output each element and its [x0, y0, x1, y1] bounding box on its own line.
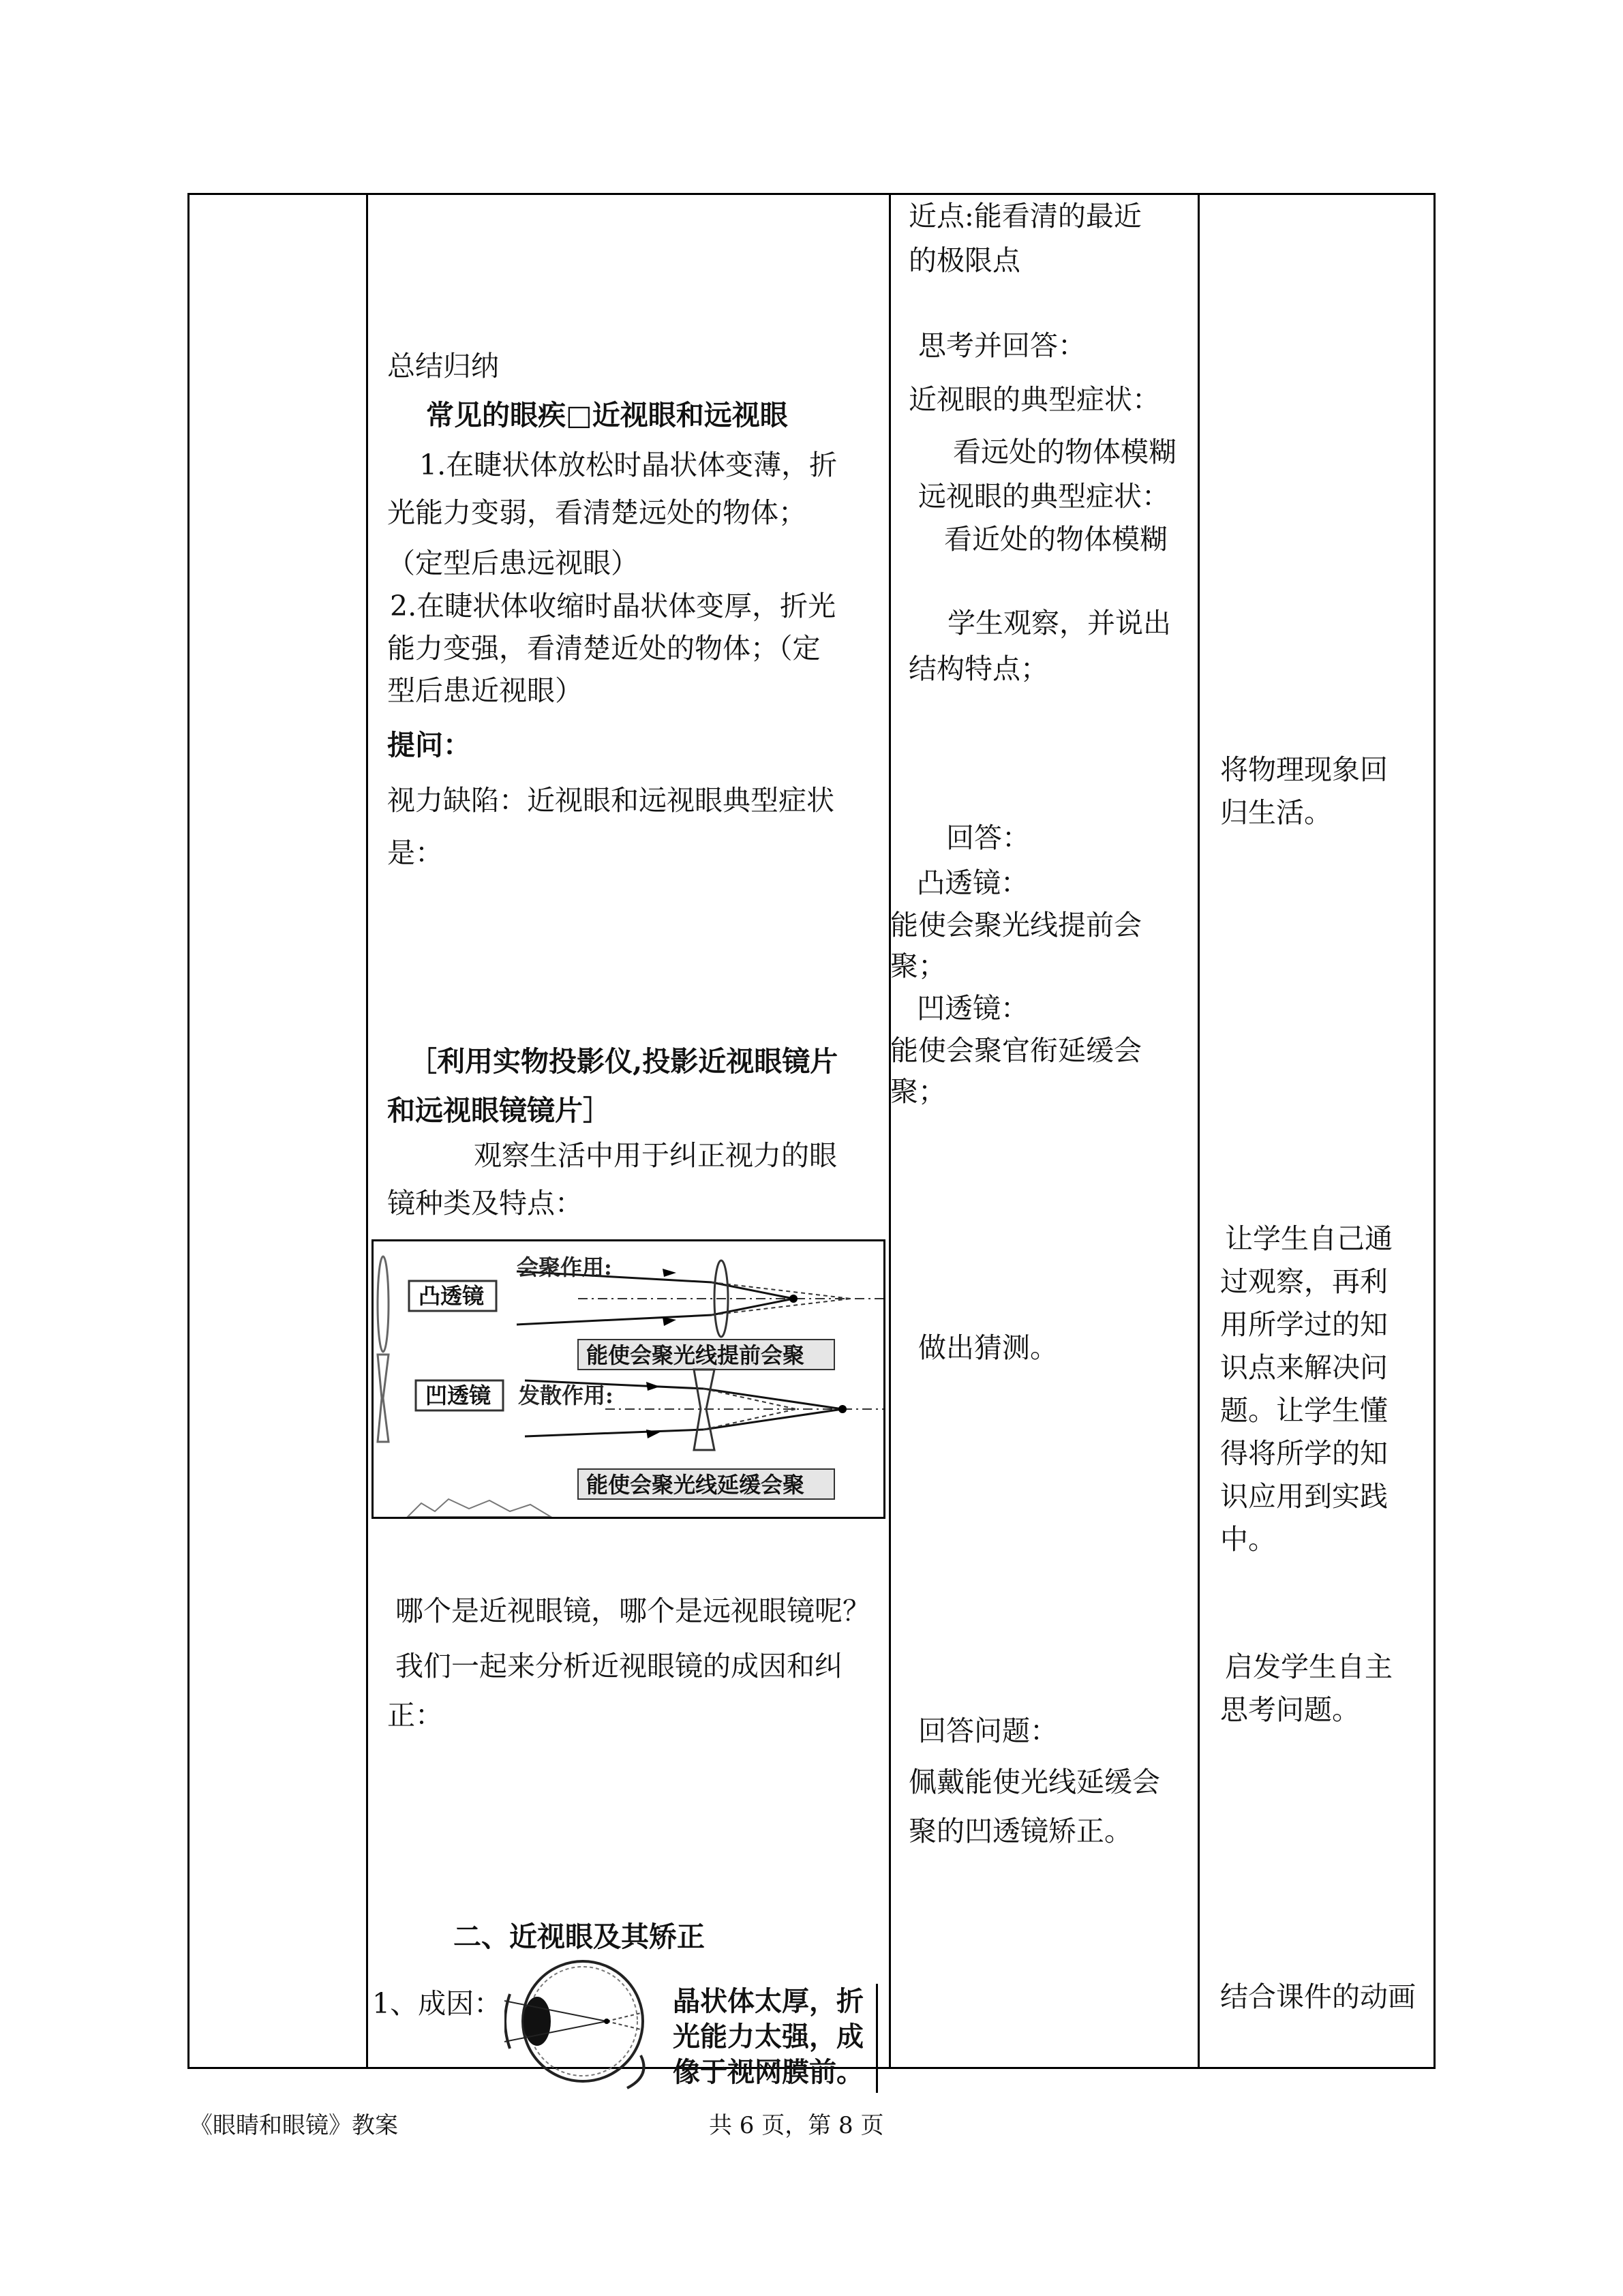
paragraph-line: 型后患近视眼） [387, 674, 583, 707]
observe-line: 镜种类及特点： [387, 1187, 583, 1220]
myopia-symptom-label: 近视眼的典型症状： [909, 383, 1160, 416]
student-observe-line: 学生观察，并说出 [947, 607, 1171, 639]
section-heading: 二、近视眼及其矫正 [453, 1920, 705, 1953]
column-divider-1 [366, 193, 368, 2069]
paragraph-line: 1.在睫状体放松时晶状体变薄，折 [419, 449, 838, 481]
lens-figure [371, 1239, 885, 1519]
intent-line: 用所学过的知 [1220, 1308, 1388, 1341]
intent-line: 归生活。 [1220, 796, 1332, 829]
intent-line: 启发学生自主 [1225, 1650, 1393, 1683]
wear-line: 佩戴能使光线延缓会 [909, 1766, 1160, 1798]
intent-line: 中。 [1220, 1523, 1276, 1556]
concave-lens-icon [378, 1355, 389, 1442]
concave-answer-line: 能使会聚官衔延缓会 [890, 1034, 1142, 1067]
cause-line: 晶状体太厚，折 [673, 1985, 864, 2017]
paragraph-line: 能力变强，看清楚近处的物体；（定 [387, 632, 821, 665]
column-divider-2 [889, 193, 891, 2069]
light-ray [703, 1409, 843, 1430]
scenery-decoration [408, 1499, 551, 1517]
near-point-line: 近点:能看清的最近 [909, 200, 1142, 232]
arrow-icon [663, 1317, 676, 1326]
intent-line: 得将所学的知 [1220, 1437, 1388, 1470]
answer-question-label: 回答问题： [918, 1715, 1058, 1747]
convex-lens-icon [378, 1256, 389, 1352]
concave-caption: 能使会聚光线延缓会聚 [586, 1472, 805, 1498]
think-answer: 思考并回答： [918, 329, 1086, 362]
cause-line: 光能力太强，成 [673, 2021, 864, 2053]
paragraph-line: 2.在睫状体收缩时晶状体变厚，折光 [390, 590, 836, 622]
intent-line: 识点来解决问 [1220, 1351, 1388, 1384]
which-question: 哪个是近视眼镜，哪个是远视眼镜呢？ [395, 1595, 870, 1627]
observe-line: 观察生活中用于纠正视力的眼 [474, 1139, 837, 1172]
light-ray [703, 1389, 843, 1409]
concave-answer-label: 凹透镜： [917, 992, 1029, 1025]
question-line: 是： [387, 836, 443, 869]
answer-label: 回答： [946, 821, 1030, 854]
demo-instruction: 和远视眼镜镜片］ [387, 1094, 611, 1127]
demo-instruction: ［利用实物投影仪,投影近视眼镜片 [409, 1045, 838, 1078]
analyze-line: 我们一起来分析近视眼镜的成因和纠 [395, 1650, 843, 1682]
intent-line: 思考问题。 [1220, 1693, 1360, 1726]
concave-label: 凹透镜 [425, 1383, 491, 1408]
intent-line: 让学生自己通 [1225, 1222, 1393, 1255]
page-number: 共 6 页，第 8 页 [709, 2112, 884, 2139]
question-line: 视力缺陷：近视眼和远视眼典型症状 [387, 784, 834, 817]
intent-line: 识应用到实践 [1220, 1480, 1388, 1513]
intent-line: 题。让学生懂 [1220, 1394, 1388, 1427]
intent-line: 过观察，再利 [1220, 1265, 1388, 1298]
lens-icon [524, 1997, 551, 2046]
summary-title: 总结归纳 [387, 350, 499, 382]
student-observe-line: 结构特点； [909, 652, 1048, 685]
intent-line: 将物理现象回 [1220, 753, 1388, 786]
guess-line: 做出猜测。 [918, 1331, 1058, 1364]
hyperopia-symptom: 看近处的物体模糊 [944, 523, 1168, 556]
column-divider-3 [1198, 193, 1200, 2069]
light-ray [517, 1315, 712, 1325]
focus-point [838, 1405, 847, 1413]
arrow-icon [663, 1269, 676, 1277]
arrow-icon [646, 1382, 660, 1391]
table-border-left [187, 193, 189, 2069]
cause-label: 1、成因： [372, 1987, 502, 2020]
analyze-line: 正： [387, 1699, 443, 1732]
table-border-right [1434, 193, 1436, 2069]
cause-box [665, 1984, 878, 2093]
paragraph-line: 光能力变弱，看清楚远处的物体； [387, 496, 806, 529]
topic-heading: 常见的眼疾□近视眼和远视眼 [426, 399, 788, 432]
table-border-top [187, 193, 1436, 195]
near-point-line: 的极限点 [909, 244, 1020, 277]
converge-label: 会聚作用: [517, 1254, 612, 1280]
convex-label: 凸透镜 [419, 1283, 485, 1309]
diverge-label: 发散作用: [518, 1383, 613, 1408]
wear-line: 聚的凹透镜矫正。 [909, 1815, 1132, 1847]
convex-answer-line: 能使会聚光线提前会 [890, 909, 1142, 941]
cause-line: 像于视网膜前。 [673, 2056, 864, 2088]
convex-answer-line: 聚； [890, 950, 946, 982]
question-label: 提问： [387, 729, 471, 761]
focus-point [789, 1295, 798, 1303]
eye-diagram [504, 1960, 661, 2089]
intent-line: 结合课件的动画 [1220, 1980, 1416, 2013]
myopia-symptom: 看远处的物体模糊 [953, 436, 1177, 468]
convex-caption: 能使会聚光线提前会聚 [586, 1342, 805, 1368]
hyperopia-symptom-label: 远视眼的典型症状： [918, 480, 1170, 513]
paragraph-line: （定型后患远视眼） [387, 547, 639, 579]
concave-answer-line: 聚； [890, 1075, 946, 1108]
convex-answer-label: 凸透镜： [917, 866, 1029, 899]
light-ray [525, 1430, 703, 1436]
footer-title: 《眼睛和眼镜》教案 [189, 2112, 398, 2139]
